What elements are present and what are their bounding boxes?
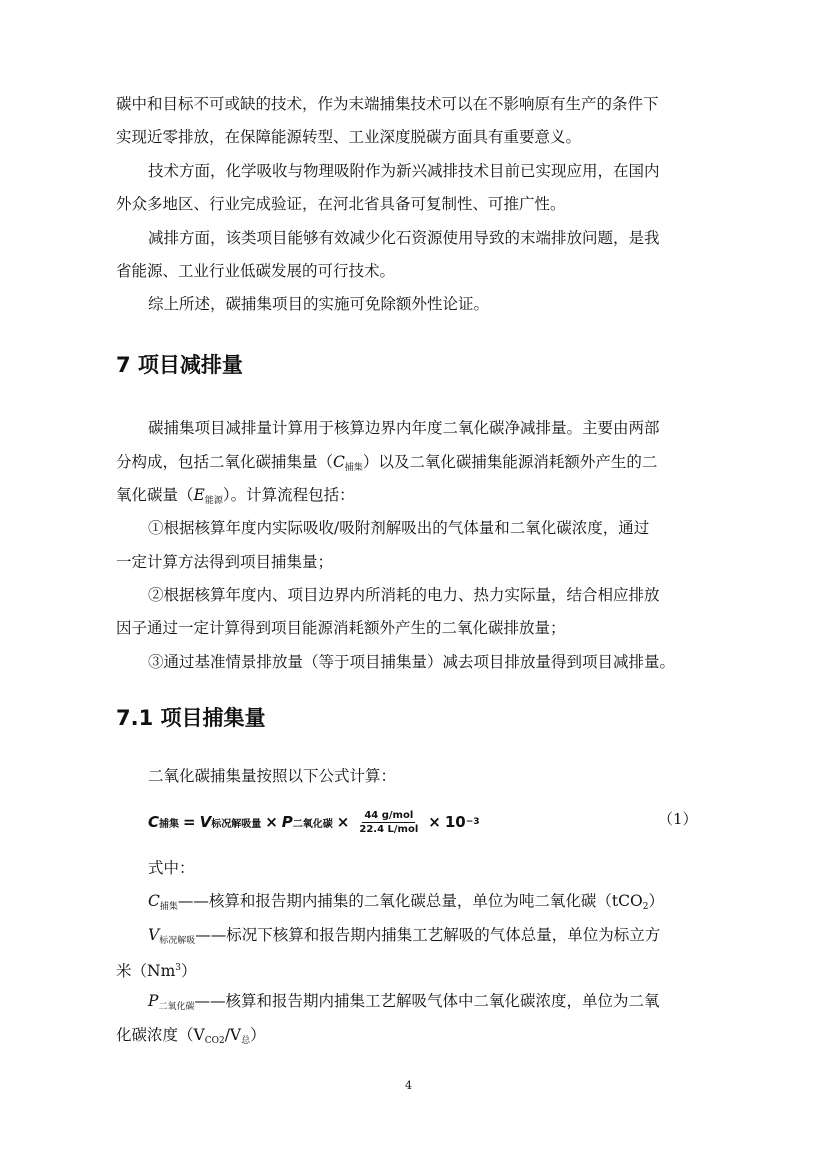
paragraph-line: 外众多地区、行业完成验证，在河北省具备可复制性、可推广性。 — [116, 195, 566, 213]
paragraph-line: 化碳浓度$(V_{CO2}/V_总)$ — [116, 1026, 266, 1046]
paragraph-line: 二氧化碳捕集量按照以下公式计算： — [148, 767, 397, 785]
paragraph-line: 综上所述，碳捕集项目的实施可免除额外性论证。 — [148, 295, 490, 313]
paragraph-line: 式中： — [148, 859, 195, 877]
list-item-step-2: ②根据核算年度内、项目边界内所消耗的电力、热力实际量，结合相应排放 — [148, 586, 660, 604]
paragraph-line: 减排方面，该类项目能够有效减少化石资源使用导致的末端排放问题，是我 — [148, 229, 660, 247]
definition-p: $P_{二氧化碳}——$核算和报告期内捕集工艺解吸气体中二氧化碳浓度，单位为二氧 — [148, 992, 660, 1012]
section-heading-7-1: 7.1 项目捕集量 — [116, 706, 266, 730]
paragraph-line: 分构成，包括二氧化碳捕集量$(C_{捕集})$以及二氧化碳捕集能源消耗额外产生的二 — [116, 453, 658, 473]
paragraph-line: 技术方面，化学吸收与物理吸附作为新兴减排技术目前已实现应用，在国内 — [148, 162, 660, 180]
paragraph-line: 因子通过一定计算得到项目能源消耗额外产生的二氧化碳排放量； — [116, 619, 566, 637]
list-item-step-1: ①根据核算年度内实际吸收/吸附剂解吸出的气体量和二氧化碳浓度，通过 — [148, 519, 650, 537]
equation-number: （1） — [658, 810, 698, 828]
list-item-step-3: ③通过基准情景排放量（等于项目捕集量）减去项目排放量得到项目减排量。 — [148, 653, 676, 671]
paragraph-line: 氧化碳量$(E_{能源})$。计算流程包括： — [116, 486, 355, 506]
paragraph-line: 省能源、工业行业低碳发展的可行技术。 — [116, 262, 396, 280]
paragraph-line: 碳中和目标不可或缺的技术，作为末端捕集技术可以在不影响原有生产的条件下 — [116, 95, 659, 113]
capture-formula: C 捕集 = V 标况解吸量 × P 二氧化碳 × $\frac{\text{44 g/mol}}{\text{22.4 L/mol}}$ × 10 −3 — [148, 809, 480, 835]
section-heading-7: 7 项目减排量 — [116, 353, 243, 377]
definition-v: $V_{标况解吸}——$标况下核算和报告期内捕集工艺解吸的气体总量，单位为标立方 — [148, 926, 661, 946]
paragraph-line: 一定计算方法得到项目捕集量； — [116, 553, 334, 571]
paragraph-line: 实现近零排放，在保障能源转型、工业深度脱碳方面具有重要意义。 — [116, 128, 582, 146]
page-number: 4 — [405, 1079, 412, 1092]
paragraph-line: 碳捕集项目减排量计算用于核算边界内年度二氧化碳净减排量。主要由两部 — [148, 419, 660, 437]
paragraph-line: 米（Nm$^3$） — [116, 962, 197, 980]
molar-ratio-fraction: $\frac{\text{44 g/mol}}{\text{22.4 L/mol}}$ — [359, 809, 419, 835]
definition-c: $C_{捕集}——$核算和报告期内捕集的二氧化碳总量，单位为吨二氧化碳（tCO$_2$） — [148, 892, 664, 912]
